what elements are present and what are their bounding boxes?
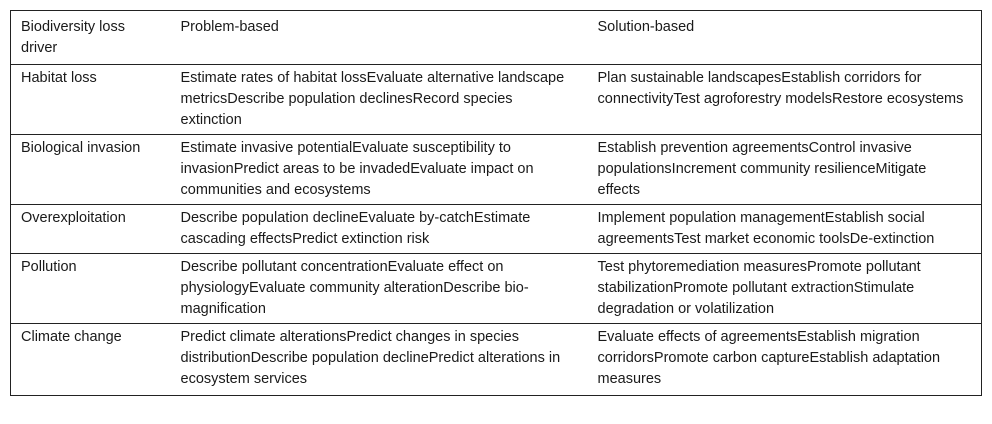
cell-driver: Climate change bbox=[11, 324, 171, 396]
header-driver: Biodiversity loss driver bbox=[11, 11, 171, 65]
cell-problem: Estimate rates of habitat lossEvaluate alternative landscape metricsDescribe population declinesRecord species extinction bbox=[171, 65, 588, 135]
cell-problem: Estimate invasive potentialEvaluate susceptibility to invasionPredict areas to be invadedEvaluate impact on communities and ecosystems bbox=[171, 135, 588, 205]
table-row bbox=[11, 324, 982, 396]
table-container bbox=[10, 10, 981, 396]
cell-driver: Biological invasion bbox=[11, 135, 171, 205]
header-solution-based: Solution-based bbox=[588, 11, 982, 65]
cell-problem: Predict climate alterationsPredict changes in species distributionDescribe population declinePredict alterations in ecosystem services bbox=[171, 324, 588, 396]
table-row bbox=[11, 65, 982, 135]
cell-driver: Overexploitation bbox=[11, 205, 171, 254]
cell-driver: Habitat loss bbox=[11, 65, 171, 135]
table-row bbox=[11, 205, 982, 254]
header-problem-based: Problem-based bbox=[171, 11, 588, 65]
cell-solution: Plan sustainable landscapesEstablish corridors for connectivityTest agroforestry modelsRestore ecosystems bbox=[588, 65, 982, 135]
table-header bbox=[11, 11, 982, 65]
table-body bbox=[11, 65, 982, 396]
cell-problem: Describe pollutant concentrationEvaluate effect on physiologyEvaluate community alterationDescribe bio-magnification bbox=[171, 254, 588, 324]
biodiversity-table bbox=[10, 10, 982, 396]
cell-problem: Describe population declineEvaluate by-catchEstimate cascading effectsPredict extinction risk bbox=[171, 205, 588, 254]
cell-solution: Evaluate effects of agreementsEstablish migration corridorsPromote carbon captureEstablish adaptation measures bbox=[588, 324, 982, 396]
cell-driver: Pollution bbox=[11, 254, 171, 324]
cell-solution: Implement population managementEstablish social agreementsTest market economic toolsDe-extinction bbox=[588, 205, 982, 254]
cell-solution: Test phytoremediation measuresPromote pollutant stabilizationPromote pollutant extractionStimulate degradation or volatilization bbox=[588, 254, 982, 324]
cell-solution: Establish prevention agreementsControl invasive populationsIncrement community resilienceMitigate effects bbox=[588, 135, 982, 205]
header-row bbox=[11, 11, 982, 65]
table-row bbox=[11, 135, 982, 205]
table-row bbox=[11, 254, 982, 324]
